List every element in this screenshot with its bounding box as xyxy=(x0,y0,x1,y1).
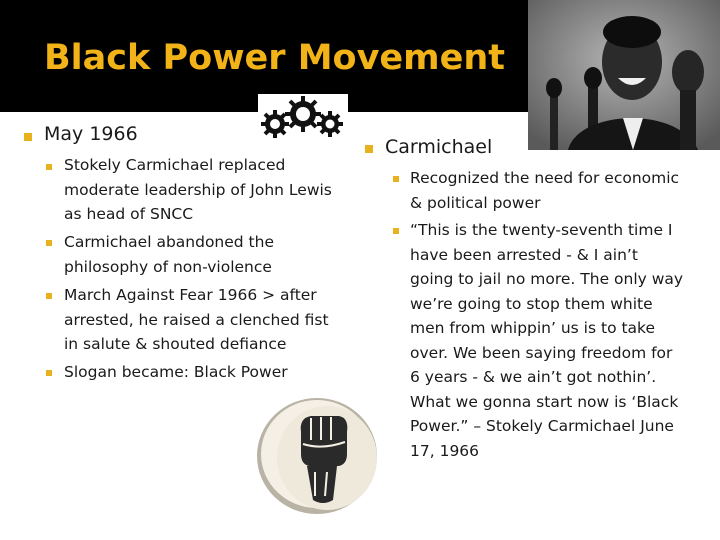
left-item-3: March Against Fear 1966 > after arrested, he raised a clenched fist in salute & shouted defiance xyxy=(64,286,329,353)
left-item-1: Stokely Carmichael replaced moderate leadership of John Lewis as head of SNCC xyxy=(64,156,332,223)
raised-fist-pin xyxy=(247,388,383,524)
left-item-2: Carmichael abandoned the philosophy of non-violence xyxy=(64,233,274,276)
right-item-2: “This is the twenty-seventh time I have been arrested - & I ain’t going to jail no more. The only way we’re going to stop them white men from whippin’ us is to take over. We been saying freedom for 6 years - & we ain’t got nothin’. What we gonna start now is ‘Black Power.” – Stokely Carmichael June 17, 1966 xyxy=(410,221,684,460)
sub-bullet-marker xyxy=(393,176,399,182)
left-heading: May 1966 xyxy=(44,123,138,145)
sub-bullet-marker xyxy=(46,164,52,170)
slide-title: Black Power Movement xyxy=(44,38,505,78)
sub-bullet-marker xyxy=(393,228,399,234)
sub-bullet-marker xyxy=(46,293,52,299)
left-item-4: Slogan became: Black Power xyxy=(64,363,288,381)
sub-bullet-marker xyxy=(46,370,52,376)
bullet-marker xyxy=(24,133,32,141)
sub-bullet-marker xyxy=(46,240,52,246)
gears-icon xyxy=(258,94,348,142)
bullet-marker xyxy=(365,145,373,153)
carmichael-photo xyxy=(528,0,720,150)
right-item-1: Recognized the need for economic & political power xyxy=(410,169,680,212)
right-heading: Carmichael xyxy=(385,136,493,158)
